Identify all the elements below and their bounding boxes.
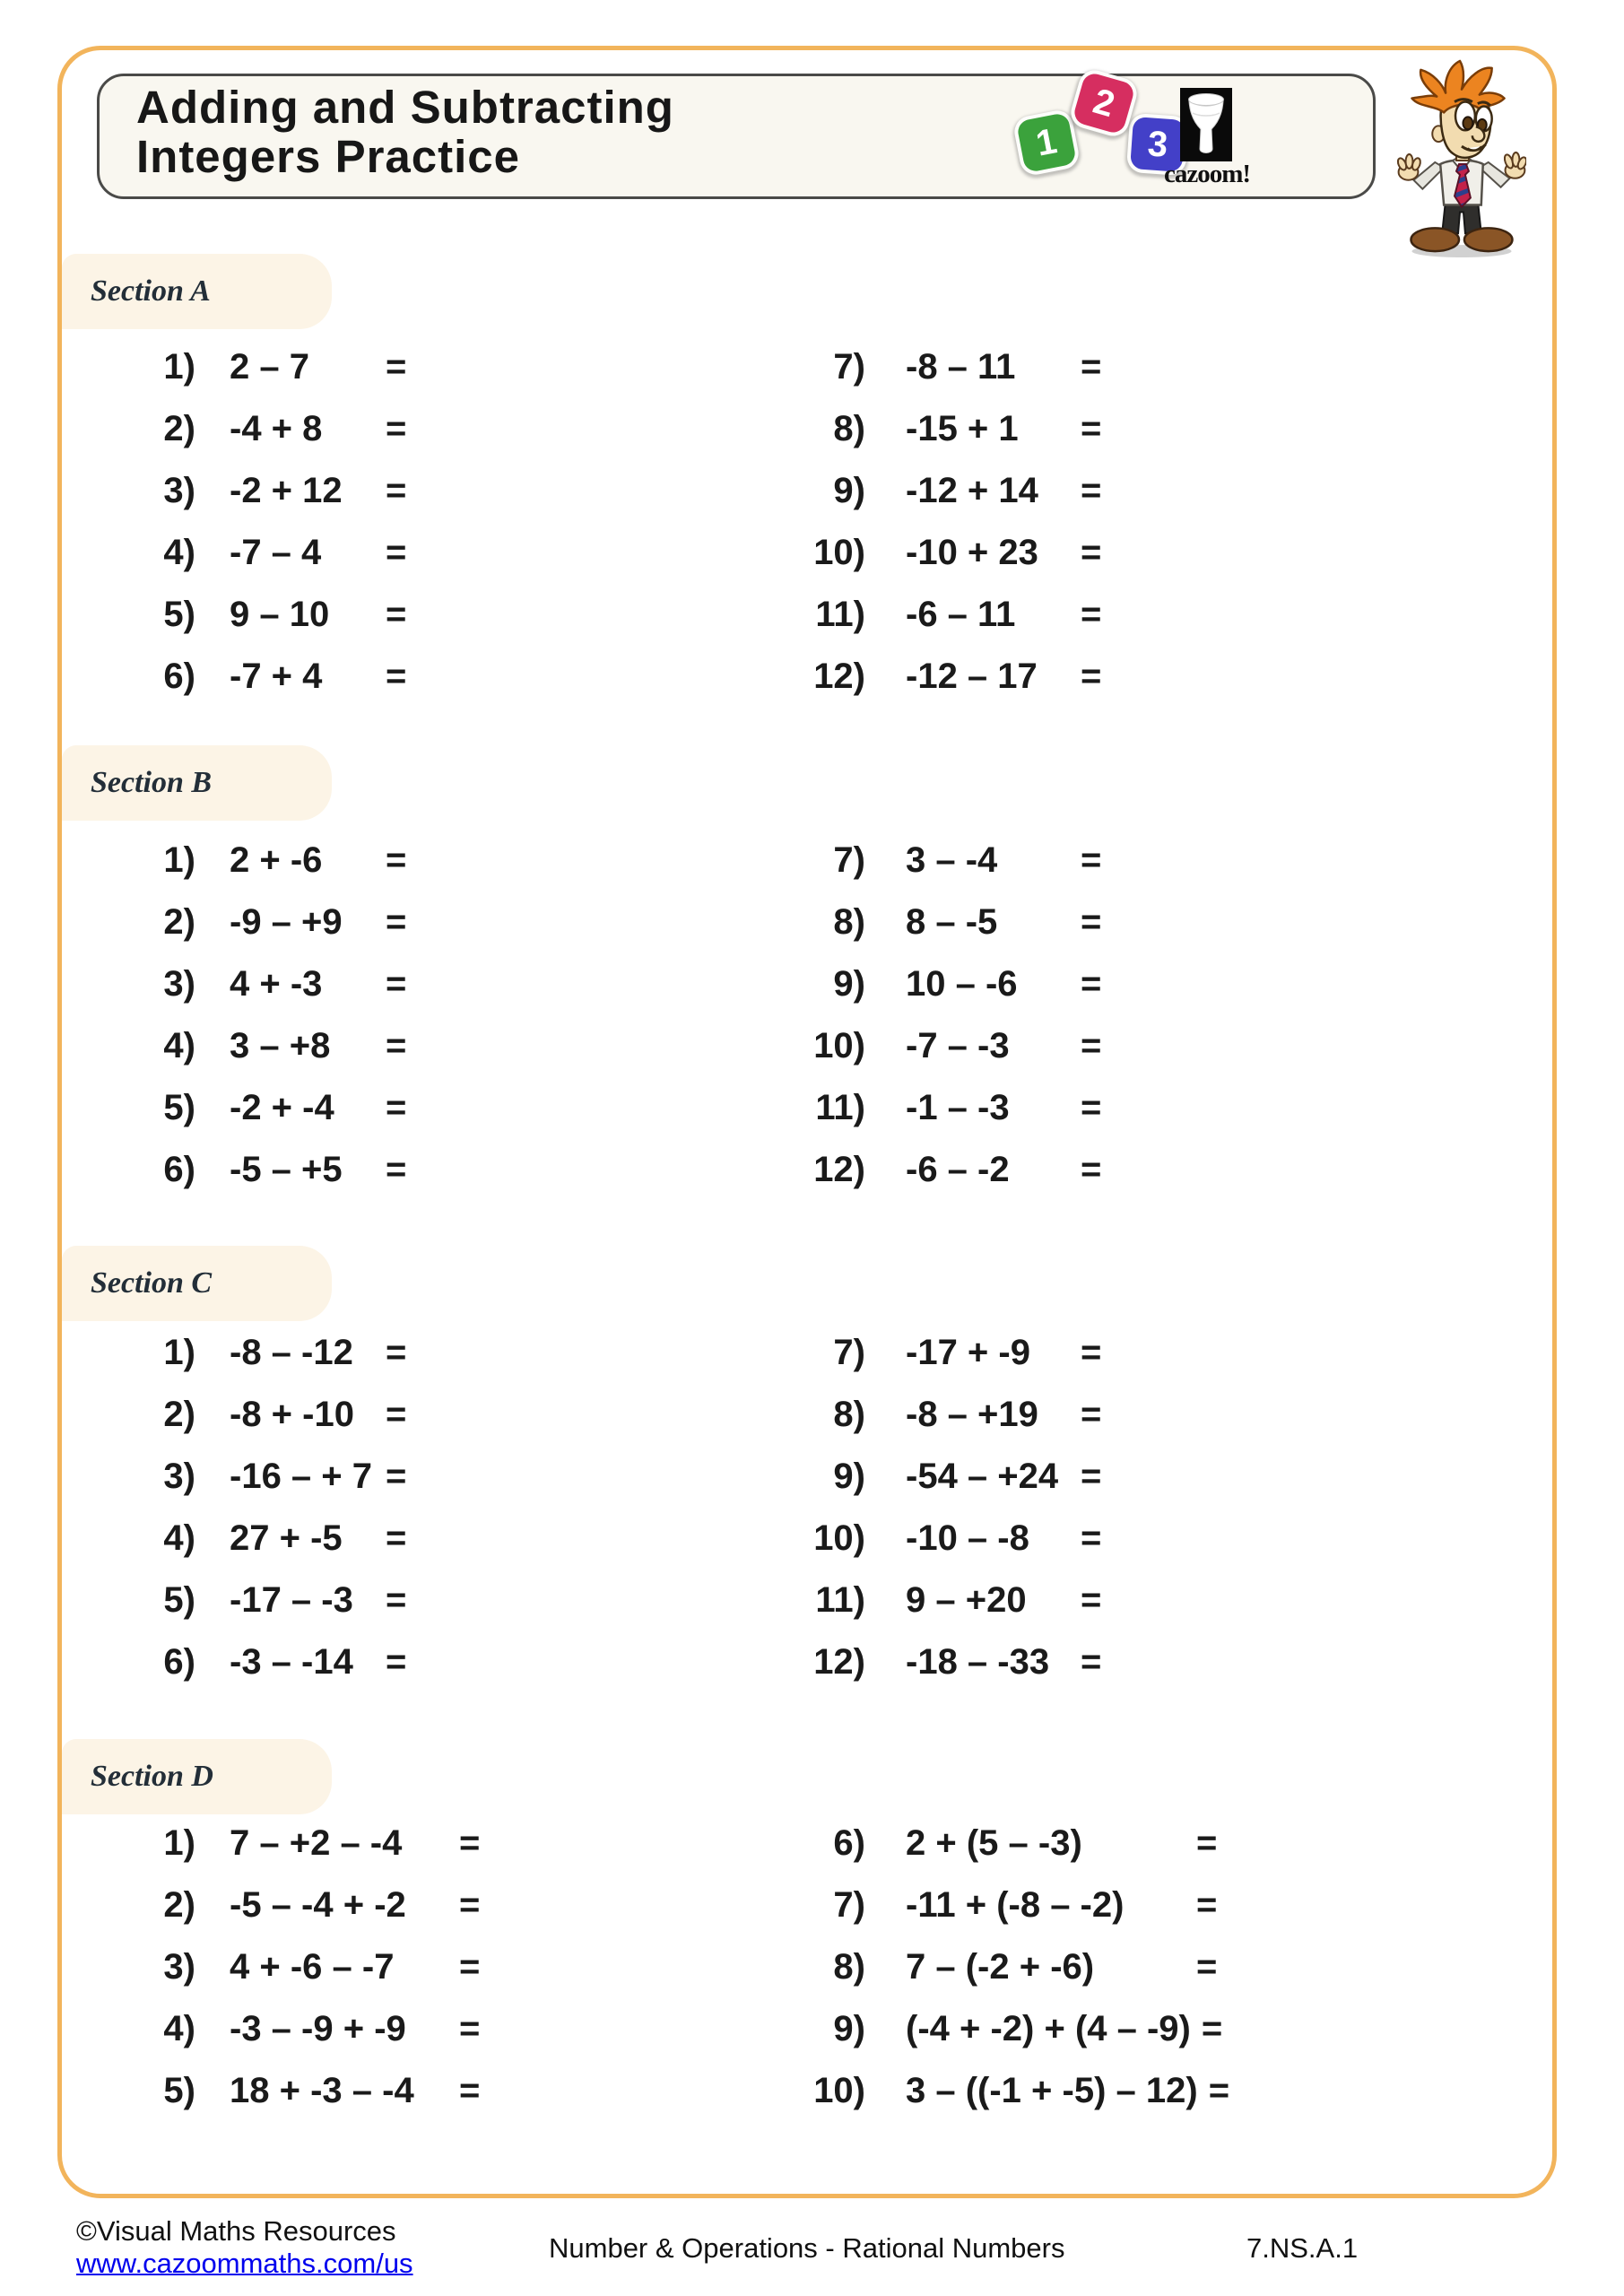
problem-expression: -2 + 12 (230, 471, 343, 510)
equals-sign: = (386, 347, 407, 387)
problem-expression: -15 + 1 (906, 409, 1019, 448)
problem-number: 6) (163, 657, 195, 696)
problem-expression: -11 + (-8 – -2) (906, 1885, 1125, 1925)
equals-sign: = (386, 595, 407, 634)
problem-expression: -12 + 14 (906, 471, 1038, 510)
problem-expression: -10 + 23 (906, 533, 1038, 572)
problem-number: 7) (833, 840, 865, 880)
number-tile-1-icon (1016, 112, 1077, 173)
problem-number: 5) (163, 595, 195, 634)
problem-number: 4) (163, 2009, 195, 2048)
problem-number: 4) (163, 533, 195, 572)
equals-sign: = (459, 1885, 481, 1925)
cazoom-url-link[interactable]: www.cazoommaths.com/us (76, 2248, 413, 2279)
equals-sign: = (1081, 1518, 1102, 1558)
problem-row (115, 584, 406, 646)
problem-row (115, 1631, 406, 1693)
problem-row (807, 2060, 1229, 2122)
problem-row (807, 1077, 1101, 1139)
problem-expression: -17 + -9 (906, 1333, 1030, 1372)
problem-row (115, 336, 406, 398)
copyright-text: ©Visual Maths Resources (76, 2215, 396, 2247)
problem-row (807, 1015, 1101, 1077)
problem-row (115, 1936, 480, 1998)
problem-expression: 2 – 7 (230, 347, 309, 387)
problem-number: 3) (163, 1947, 195, 1987)
section-b-left-column (115, 830, 406, 1201)
equals-sign: = (1208, 2071, 1230, 2110)
problem-row (807, 1998, 1229, 2060)
problem-number: 1) (163, 1823, 195, 1863)
problem-row (807, 1874, 1229, 1936)
problem-expression: 3 – ((-1 + -5) – 12) (906, 2071, 1198, 2110)
problem-number: 3) (163, 964, 195, 1004)
problem-expression: -5 – -4 + -2 (230, 1885, 406, 1925)
problem-expression: -7 – 4 (230, 533, 322, 572)
equals-sign: = (386, 1642, 407, 1682)
problem-row (807, 830, 1101, 891)
problem-number: 7) (833, 1333, 865, 1372)
equals-sign: = (386, 1026, 407, 1065)
problem-number: 8) (833, 409, 865, 448)
equals-sign: = (1081, 1026, 1102, 1065)
problem-row (115, 1446, 406, 1508)
problem-number: 8) (833, 1395, 865, 1434)
section-label-text: Section A (91, 274, 211, 308)
problem-number: 11) (815, 1088, 865, 1127)
equals-sign: = (386, 657, 407, 696)
problem-number: 1) (163, 840, 195, 880)
equals-sign: = (1081, 902, 1102, 942)
title-line-2: Integers Practice (136, 131, 521, 182)
problem-number: 10) (813, 2071, 865, 2110)
equals-sign: = (1081, 1150, 1102, 1189)
cazoom-drum-logo-icon (1180, 88, 1232, 161)
equals-sign: = (1081, 1457, 1102, 1496)
problem-expression: -3 – -14 (230, 1642, 353, 1682)
problem-number: 6) (833, 1823, 865, 1863)
problem-row (807, 646, 1101, 708)
problem-expression: 7 – (-2 + -6) (906, 1947, 1095, 1987)
problem-row (115, 1015, 406, 1077)
problem-number: 2) (163, 902, 195, 942)
tile-1-label: 1 (1032, 120, 1061, 164)
equals-sign: = (386, 902, 407, 942)
title-line-1: Adding and Subtracting (136, 82, 674, 133)
problem-expression: 3 – +8 (230, 1026, 331, 1065)
problem-number: 9) (833, 1457, 865, 1496)
problem-expression: -17 – -3 (230, 1580, 353, 1620)
equals-sign: = (386, 471, 407, 510)
problem-row (807, 460, 1101, 522)
equals-sign: = (1081, 1333, 1102, 1372)
problem-expression: -8 – -12 (230, 1333, 353, 1372)
problem-row (115, 1384, 406, 1446)
tile-3-label: 3 (1146, 123, 1169, 165)
problem-number: 10) (813, 533, 865, 572)
section-label (62, 1739, 332, 1814)
problem-expression: -7 + 4 (230, 657, 323, 696)
equals-sign: = (386, 1518, 407, 1558)
problem-expression: -8 – +19 (906, 1395, 1038, 1434)
problem-expression: (-4 + -2) + (4 – -9) (906, 2009, 1191, 2048)
equals-sign: = (1196, 1885, 1218, 1925)
problem-expression: 4 + -6 – -7 (230, 1947, 395, 1987)
problem-row (807, 1384, 1101, 1446)
problem-expression: 2 + (5 – -3) (906, 1823, 1082, 1863)
equals-sign: = (386, 1088, 407, 1127)
problem-row (807, 1936, 1229, 1998)
problem-expression: 27 + -5 (230, 1518, 343, 1558)
problem-number: 8) (833, 1947, 865, 1987)
problem-number: 6) (163, 1150, 195, 1189)
section-label (62, 745, 332, 821)
problem-row (807, 1139, 1101, 1201)
equals-sign: = (459, 1947, 481, 1987)
problem-expression: 10 – -6 (906, 964, 1018, 1004)
equals-sign: = (1201, 2009, 1223, 2048)
equals-sign: = (1081, 595, 1102, 634)
section-d-left-column (115, 1813, 480, 2122)
problem-number: 6) (163, 1642, 195, 1682)
problem-row (115, 398, 406, 460)
equals-sign: = (1081, 409, 1102, 448)
section-d-right-column (807, 1813, 1229, 2122)
section-label (62, 254, 332, 329)
problem-expression: 8 – -5 (906, 902, 998, 942)
problem-row (115, 1077, 406, 1139)
problem-expression: -8 + -10 (230, 1395, 354, 1434)
problem-expression: -5 – +5 (230, 1150, 343, 1189)
equals-sign: = (1196, 1823, 1218, 1863)
problem-number: 4) (163, 1518, 195, 1558)
problem-expression: -18 – -33 (906, 1642, 1050, 1682)
problem-row (115, 1813, 480, 1874)
problem-row (807, 336, 1101, 398)
problem-row (115, 830, 406, 891)
problem-number: 5) (163, 1088, 195, 1127)
problem-expression: -3 – -9 + -9 (230, 2009, 406, 2048)
problem-expression: 7 – +2 – -4 (230, 1823, 403, 1863)
problem-row (807, 1508, 1101, 1570)
problem-expression: -4 + 8 (230, 409, 323, 448)
problem-row (115, 953, 406, 1015)
equals-sign: = (1081, 1642, 1102, 1682)
problem-expression: 9 – 10 (230, 595, 330, 634)
equals-sign: = (1081, 533, 1102, 572)
tile-2-label: 2 (1089, 81, 1119, 125)
problem-row (115, 1570, 406, 1631)
problem-row (807, 584, 1101, 646)
problem-row (807, 522, 1101, 584)
problem-expression: -12 – 17 (906, 657, 1038, 696)
footer-topic-text: Number & Operations - Rational Numbers (549, 2232, 1065, 2264)
section-c-left-column (115, 1322, 406, 1693)
problem-number: 12) (813, 1642, 865, 1682)
problem-number: 12) (813, 1150, 865, 1189)
section-b-right-column (807, 830, 1101, 1201)
section-a-right-column (807, 336, 1101, 708)
mascot-character-illustration (1392, 56, 1526, 260)
problem-row (807, 1631, 1101, 1693)
problem-number: 9) (833, 964, 865, 1004)
problem-number: 2) (163, 409, 195, 448)
equals-sign: = (1081, 1395, 1102, 1434)
problem-row (807, 1322, 1101, 1384)
problem-row (807, 1813, 1229, 1874)
equals-sign: = (1196, 1947, 1218, 1987)
equals-sign: = (1081, 471, 1102, 510)
problem-number: 10) (813, 1518, 865, 1558)
problem-row (115, 460, 406, 522)
page-title (136, 83, 674, 181)
standard-code-text: 7.NS.A.1 (1246, 2232, 1359, 2264)
problem-row (807, 1446, 1101, 1508)
equals-sign: = (386, 1150, 407, 1189)
problem-number: 5) (163, 2071, 195, 2110)
problem-expression: 2 + -6 (230, 840, 323, 880)
equals-sign: = (1081, 964, 1102, 1004)
problem-number: 1) (163, 347, 195, 387)
problem-number: 9) (833, 2009, 865, 2048)
equals-sign: = (386, 1457, 407, 1496)
problem-row (115, 891, 406, 953)
problem-row (115, 1874, 480, 1936)
problem-expression: -7 – -3 (906, 1026, 1010, 1065)
problem-row (115, 1508, 406, 1570)
equals-sign: = (386, 1580, 407, 1620)
equals-sign: = (459, 1823, 481, 1863)
problem-number: 2) (163, 1395, 195, 1434)
section-label-text: Section D (91, 1760, 213, 1793)
problem-expression: -9 – +9 (230, 902, 343, 942)
problem-number: 7) (833, 1885, 865, 1925)
problem-expression: -1 – -3 (906, 1088, 1010, 1127)
problem-expression: -6 – 11 (906, 595, 1016, 634)
cazoom-logo-text: cazoom! (1163, 160, 1251, 188)
equals-sign: = (386, 964, 407, 1004)
equals-sign: = (386, 1395, 407, 1434)
problem-number: 11) (815, 1580, 865, 1620)
problem-expression: -54 – +24 (906, 1457, 1059, 1496)
problem-number: 8) (833, 902, 865, 942)
equals-sign: = (1081, 1088, 1102, 1127)
problem-expression: 4 + -3 (230, 964, 323, 1004)
equals-sign: = (1081, 347, 1102, 387)
problem-expression: -6 – -2 (906, 1150, 1010, 1189)
problem-number: 4) (163, 1026, 195, 1065)
problem-expression: 18 + -3 – -4 (230, 2071, 414, 2110)
problem-row (115, 1322, 406, 1384)
problem-number: 3) (163, 1457, 195, 1496)
problem-number: 5) (163, 1580, 195, 1620)
equals-sign: = (459, 2009, 481, 2048)
equals-sign: = (386, 1333, 407, 1372)
equals-sign: = (386, 840, 407, 880)
equals-sign: = (386, 533, 407, 572)
problem-row (115, 646, 406, 708)
problem-expression: -8 – 11 (906, 347, 1016, 387)
problem-expression: 3 – -4 (906, 840, 998, 880)
problem-row (115, 2060, 480, 2122)
problem-expression: -16 – + 7 (230, 1457, 373, 1496)
problem-number: 10) (813, 1026, 865, 1065)
problem-number: 11) (815, 595, 865, 634)
problem-row (115, 522, 406, 584)
equals-sign: = (459, 2071, 481, 2110)
section-a-left-column (115, 336, 406, 708)
problem-number: 7) (833, 347, 865, 387)
problem-expression: -2 + -4 (230, 1088, 334, 1127)
problem-number: 3) (163, 471, 195, 510)
problem-expression: -10 – -8 (906, 1518, 1029, 1558)
drum-icon (1180, 88, 1232, 161)
problem-expression: 9 – +20 (906, 1580, 1027, 1620)
problem-row (115, 1139, 406, 1201)
section-label-text: Section C (91, 1266, 213, 1300)
problem-row (807, 398, 1101, 460)
section-label (62, 1246, 332, 1321)
section-label-text: Section B (91, 766, 213, 799)
equals-sign: = (386, 409, 407, 448)
problem-row (115, 1998, 480, 2060)
section-c-right-column (807, 1322, 1101, 1693)
equals-sign: = (1081, 657, 1102, 696)
problem-number: 9) (833, 471, 865, 510)
problem-row (807, 891, 1101, 953)
problem-number: 2) (163, 1885, 195, 1925)
problem-number: 12) (813, 657, 865, 696)
equals-sign: = (1081, 1580, 1102, 1620)
equals-sign: = (1081, 840, 1102, 880)
problem-row (807, 1570, 1101, 1631)
problem-number: 1) (163, 1333, 195, 1372)
problem-row (807, 953, 1101, 1015)
